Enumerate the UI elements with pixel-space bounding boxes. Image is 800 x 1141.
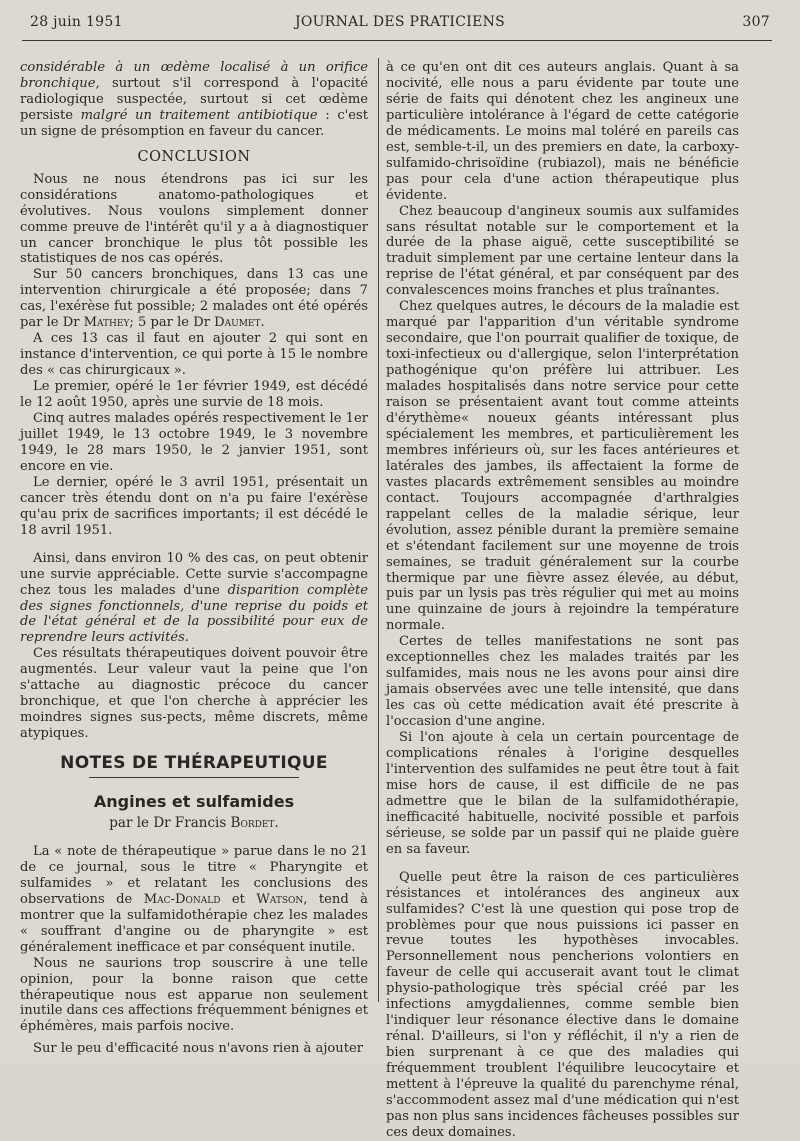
text: ; 5 par le Dr bbox=[129, 315, 215, 331]
paragraph bbox=[20, 267, 368, 331]
paragraph bbox=[20, 551, 368, 647]
article-title: Angines et sulfamides bbox=[93, 792, 295, 812]
page-header bbox=[30, 14, 770, 38]
paragraph: Certes de telles manifestations ne sont pas exceptionnelles chez les malades traités par les sulfamides, mais nous ne les avons pour ainsi dire jamais observées avec une telle intensité, que dans les cas où cette médication avait été prescrite à l'occasion d'une angine. bbox=[386, 634, 739, 730]
right-column bbox=[386, 60, 739, 1141]
paragraph: Chez beaucoup d'angineux soumis aux sulfamides sans résultat notable sur le comportement et la durée de la phase aiguë, cette susceptibilité se traduit simplement par une certaine lenteur dans la reprise de l'état général, et par conséquent par des convalescences moins franches et plus traînantes. bbox=[386, 203, 739, 299]
journal-title: JOURNAL DES PRATICIENS bbox=[294, 14, 506, 30]
text: surtout s'il correspond à l'opacité radiologique suspectée, surtout si cet œdème persiste bbox=[20, 75, 368, 123]
left-column bbox=[20, 60, 368, 1057]
paragraph: Sur le peu d'efficacité nous n'avons rien à ajouter bbox=[33, 1041, 363, 1057]
text: , tend à montrer que la sulfamidothérapie chez les malades « souffrant d'angine ou de pharyngite » est généralement inefficace et par conséquent inutile. bbox=[20, 891, 368, 955]
column-divider bbox=[378, 58, 379, 1002]
text: et bbox=[220, 891, 257, 907]
header-rule bbox=[22, 40, 772, 41]
text: . bbox=[260, 315, 265, 331]
text: : c'est un signe de présomption en faveur du cancer. bbox=[20, 107, 368, 139]
text: La « note de thérapeutique » parue dans le no 21 de ce journal, sous le titre « Pharyngite et sulfamides » et relatant les conclusions des observations de bbox=[20, 843, 368, 907]
paragraph: à ce qu'en ont dit ces auteurs anglais. Quant à sa nocivité, elle nous a paru évidente par toute une série de faits qui dénotent chez les angineux une particulière intolérance à l'égard de cette catégorie de médicaments. Le moins mal toléré en pareils cas est, semble-t-il, un des premiers en date, la carboxy-sulfamido-chrisoïdine (rubiazol), mais ne bénéficie pas pour cela d'une action thérapeutique plus évidente. bbox=[386, 60, 739, 203]
author-name: Watson bbox=[256, 891, 304, 907]
text: Sur 50 cancers bronchiques, dans 13 cas une intervention chirurgicale a été proposée; dans 7 cas, l'exérèse fut possible; 2 malades ont été opérés par le Dr bbox=[20, 267, 368, 331]
text: par le Dr Francis bbox=[109, 814, 231, 831]
paragraph: Quelle peut être la raison de ces particulières résistances et intolérances des angineux aux sulfamides? C'est là une question qui pose trop de problèmes pour que nous puissions ici passer en revue toutes les hypothèses invocables. Personnellement nous pencherions volontiers en faveur de celle qui accuserait avant tout le climat physio-pathologique très spécial créé par les infections amygdaliennes, comme semble bien l'indiquer leur résonance élective dans le domaine rénal. D'ailleurs, si l'on y réfléchit, il n'y a rien de bien surprenant à ce que des maladies qui fréquemment troublent l'équilibre leucocytaire et mettent à l'épreuve la qualité du parenchyme rénal, s'accommodent assez mal d'une médication qui n'est pas non plus sans incidences fâcheuses possibles sur ces deux domaines. bbox=[386, 869, 739, 1140]
author-name: Mac-Donald bbox=[143, 891, 221, 907]
page-number: 307 bbox=[742, 14, 770, 30]
paragraph: Le premier, opéré le 1er février 1949, est décédé le 12 août 1950, après une survie de 18 mois. bbox=[20, 379, 368, 411]
paragraph: A ces 13 cas il faut en ajouter 2 qui sont en instance d'intervention, ce qui porte à 15 le nombre des « cas chirurgicaux ». bbox=[20, 331, 368, 379]
italic-text: disparition complète des signes fonctionnels, d'une reprise du poids et de l'état général et de la possibilité pour eux de reprendre leurs activités. bbox=[20, 582, 368, 646]
text: . bbox=[274, 814, 279, 831]
italic-text: considérable à un œdème localisé à un orifice bronchique, bbox=[20, 60, 368, 91]
paragraph bbox=[20, 844, 368, 956]
paragraph: Cinq autres malades opérés respectivement le 1er juillet 1949, le 13 octobre 1949, le 3 novembre 1949, le 28 mars 1950, le 2 janvier 1951, sont encore en vie. bbox=[20, 411, 368, 474]
paragraph: Si l'on ajoute à cela un certain pourcentage de complications rénales à l'origine desquelles l'intervention des sulfamides ne peut être tout à fait mise hors de cause, il est difficile de ne pas admettre que le bilan de la sulfamidothérapie, inefficacité habituelle, nocivité possible et parfois sérieuse, se solde par un passif qui ne plaide guère en sa faveur. bbox=[386, 730, 739, 857]
text: Ainsi, dans environ 10 % des cas, on peut obtenir une survie appréciable. Cette survie s'accompagne chez tous les malades d'une bbox=[20, 550, 368, 598]
author-name: Mathey bbox=[83, 315, 130, 331]
paragraph: Nous ne nous étendrons pas ici sur les considérations anatomo-pathologiques et évolutives. Nous voulons simplement donner comme preuve de l'intérêt qu'il y a à diagnostiquer un cancer bronchique le plus tôt possible les statistiques de nos cas opérés. bbox=[20, 171, 368, 267]
byline bbox=[20, 816, 368, 832]
author-name: Bordet bbox=[230, 814, 275, 831]
section-rule bbox=[89, 777, 299, 778]
paragraph: Le dernier, opéré le 3 avril 1951, présentait un cancer très étendu dont on n'a pu faire l'exérèse qu'au prix de sacrifices importants; il est décédé le 18 avril 1951. bbox=[20, 474, 368, 538]
paragraph: Nous ne saurions trop souscrire à une telle opinion, pour la bonne raison que cette thérapeutique nous est apparue non seulement inutile dans ces affections fréquemment bénignes et éphémères, mais parfois nocive. bbox=[20, 955, 368, 1035]
italic-text: malgré un traitement antibiotique bbox=[80, 107, 318, 123]
conclusion-heading: CONCLUSION bbox=[137, 148, 251, 165]
paragraph: Chez quelques autres, le décours de la maladie est marqué par l'apparition d'un véritable syndrome secondaire, que l'on pourrait qualifier de toxique, de toxi-infectieux ou d'allergique, selon l'interprétation pathogénique qu'on préfère lui attribuer. Les malades hospitalisés dans notre service pour cette raison se présentaient avant tout comme atteints d'érythème« noueux géants intéressant plus spécialement les membres, et particulièrement les membres inférieurs où, sur les faces antérieures et latérales des jambes, ils affectaient la forme de vastes placards extrêmement sensibles au moindre contact. Toujours accompagnée d'arthralgies rappelant celles de la maladie sérique, leur évolution, assez pénible durant la première semaine et s'étendant facilement sur une moyenne de trois semaines, se traduit généralement sur la courbe thermique par une fièvre assez élevée, au début, puis par un lysis pas très régulier qui met au moins une quinzaine de jours à rejoindre la température normale. bbox=[386, 299, 739, 634]
section-heading: NOTES DE THÉRAPEUTIQUE bbox=[60, 753, 328, 774]
author-name: Daumet bbox=[214, 315, 261, 331]
issue-date: 28 juin 1951 bbox=[30, 14, 123, 30]
paragraph bbox=[20, 60, 368, 140]
paragraph: Ces résultats thérapeutiques doivent pouvoir être augmentés. Leur valeur vaut la peine que l'on s'attache au diagnostic précoce du cancer bronchique, et que l'on cherche à apprécier les moindres signes sus-pects, même discrets, même atypiques. bbox=[20, 646, 368, 742]
